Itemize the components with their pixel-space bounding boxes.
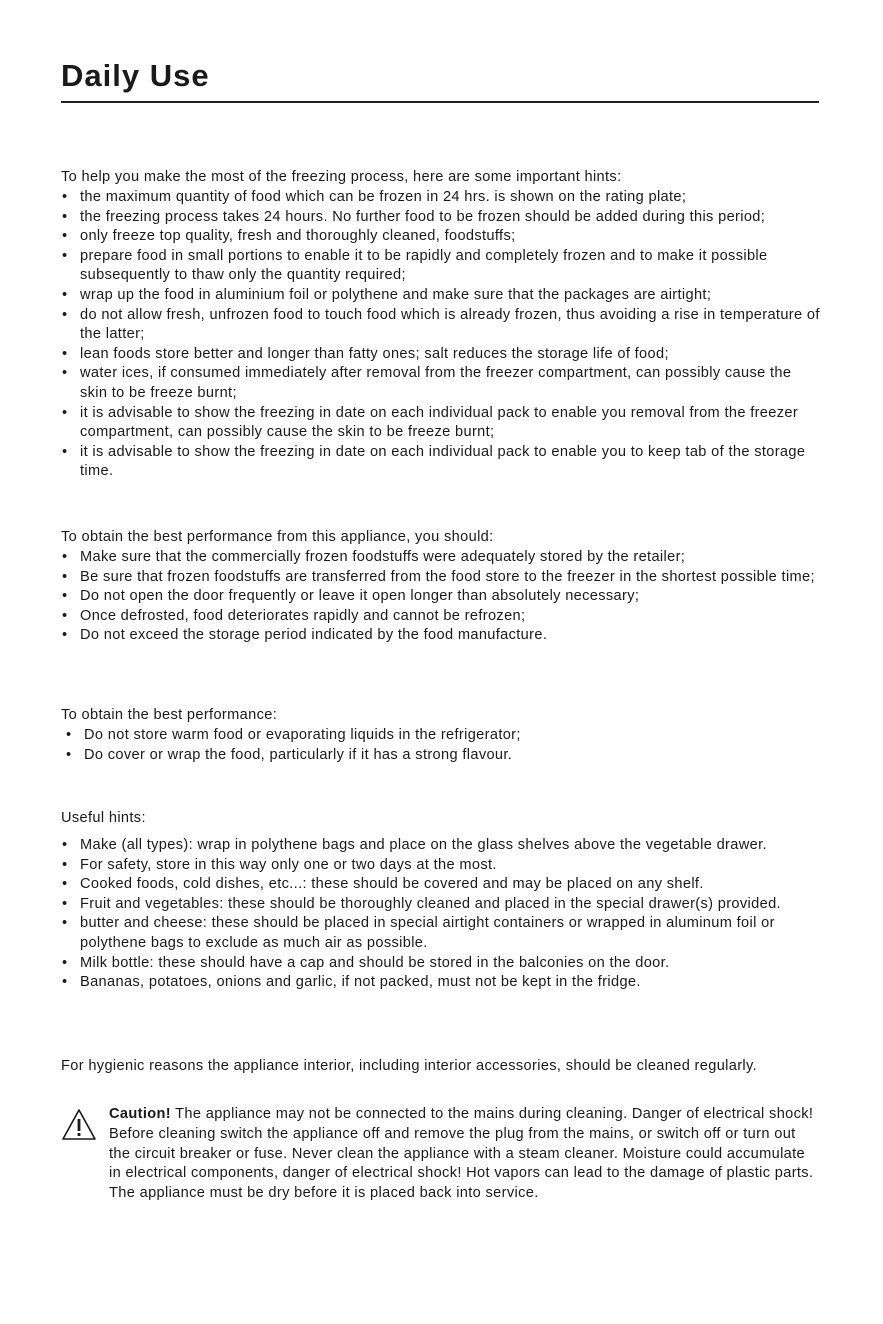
list-item: • water ices, if consumed immediately after removal from the freezer compartment, can possibly cause the skin to be freeze burnt; [61,364,821,403]
list-item: • Do not open the door frequently or leave it open longer than absolutely necessary; [61,587,821,607]
list-item: • Bananas, potatoes, onions and garlic, if not packed, must not be kept in the fridge. [61,973,821,993]
caution-label: Caution! [109,1106,171,1122]
performance-section [61,705,821,765]
list-item: • Be sure that frozen foodstuffs are transferred from the food store to the freezer in the shortest possible time; [61,568,821,588]
warning-triangle-icon [61,1108,97,1142]
cleaning-section [61,1056,821,1076]
cleaning-text: For hygienic reasons the appliance interior, including interior accessories, should be cleaned regularly. [61,1058,757,1074]
caution-block [61,1105,821,1204]
appliance-performance-section [61,527,821,646]
list-item: • it is advisable to show the freezing in date on each individual pack to enable you to keep tab of the storage time. [61,443,821,482]
list-item: • Fruit and vegetables: these should be thoroughly cleaned and placed in the special drawer(s) provided. [61,895,821,915]
list-item: • butter and cheese: these should be placed in special airtight containers or wrapped in aluminum foil or polythene bags to exclude as much air as possible. [61,914,821,953]
list-item: • Do not exceed the storage period indicated by the food manufacture. [61,626,821,646]
freezing-hints-intro: To help you make the most of the freezing process, here are some important hints: [61,169,622,185]
caution-body: The appliance may not be connected to the mains during cleaning. Danger of electrical shock! Before cleaning switch the appliance off and remove the plug from the mains, or switch off or turn out the circuit breaker or fuse. Never clean the appliance with a steam cleaner. Moisture could accumulate in electrical components, danger of electrical shock! Hot vapors can lead to the damage of plastic parts. The appliance must be dry before it is placed back into service. [109,1106,814,1202]
list-item: • For safety, store in this way only one or two days at the most. [61,856,821,876]
useful-hints-list [61,836,821,993]
useful-hints-intro: Useful hints: [61,810,146,826]
useful-hints-section [61,808,821,993]
list-item: • Do cover or wrap the food, particularly if it has a strong flavour. [61,746,821,766]
caution-text [109,1105,821,1204]
title-divider [61,101,819,103]
list-item: • prepare food in small portions to enable it to be rapidly and completely frozen and to make it possible subsequently to thaw only the quantity required; [61,247,821,286]
list-item: • Do not store warm food or evaporating liquids in the refrigerator; [61,726,821,746]
list-item: • the freezing process takes 24 hours. No further food to be frozen should be added during this period; [61,208,821,228]
freezing-hints-section [61,167,821,482]
list-item: • wrap up the food in aluminium foil or polythene and make sure that the packages are airtight; [61,286,821,306]
list-item: • Once defrosted, food deteriorates rapidly and cannot be refrozen; [61,607,821,627]
list-item: • Cooked foods, cold dishes, etc...: these should be covered and may be placed on any shelf. [61,875,821,895]
list-item: • the maximum quantity of food which can be frozen in 24 hrs. is shown on the rating plate; [61,188,821,208]
list-item: • do not allow fresh, unfrozen food to touch food which is already frozen, thus avoiding a rise in temperature of the latter; [61,306,821,345]
page-title: Daily Use [61,58,210,93]
performance-list [61,726,821,765]
freezing-hints-list [61,188,821,482]
list-item: • only freeze top quality, fresh and thoroughly cleaned, foodstuffs; [61,227,821,247]
list-item: • lean foods store better and longer than fatty ones; salt reduces the storage life of food; [61,345,821,365]
appliance-performance-intro: To obtain the best performance from this appliance, you should: [61,529,494,545]
list-item: • Milk bottle: these should have a cap and should be stored in the balconies on the door. [61,954,821,974]
performance-intro: To obtain the best performance: [61,707,278,723]
appliance-performance-list [61,548,821,646]
list-item: • it is advisable to show the freezing in date on each individual pack to enable you removal from the freezer compartment, can possibly cause the skin to be freeze burnt; [61,404,821,443]
list-item: • Make sure that the commercially frozen foodstuffs were adequately stored by the retailer; [61,548,821,568]
list-item: • Make (all types): wrap in polythene bags and place on the glass shelves above the vegetable drawer. [61,836,821,856]
